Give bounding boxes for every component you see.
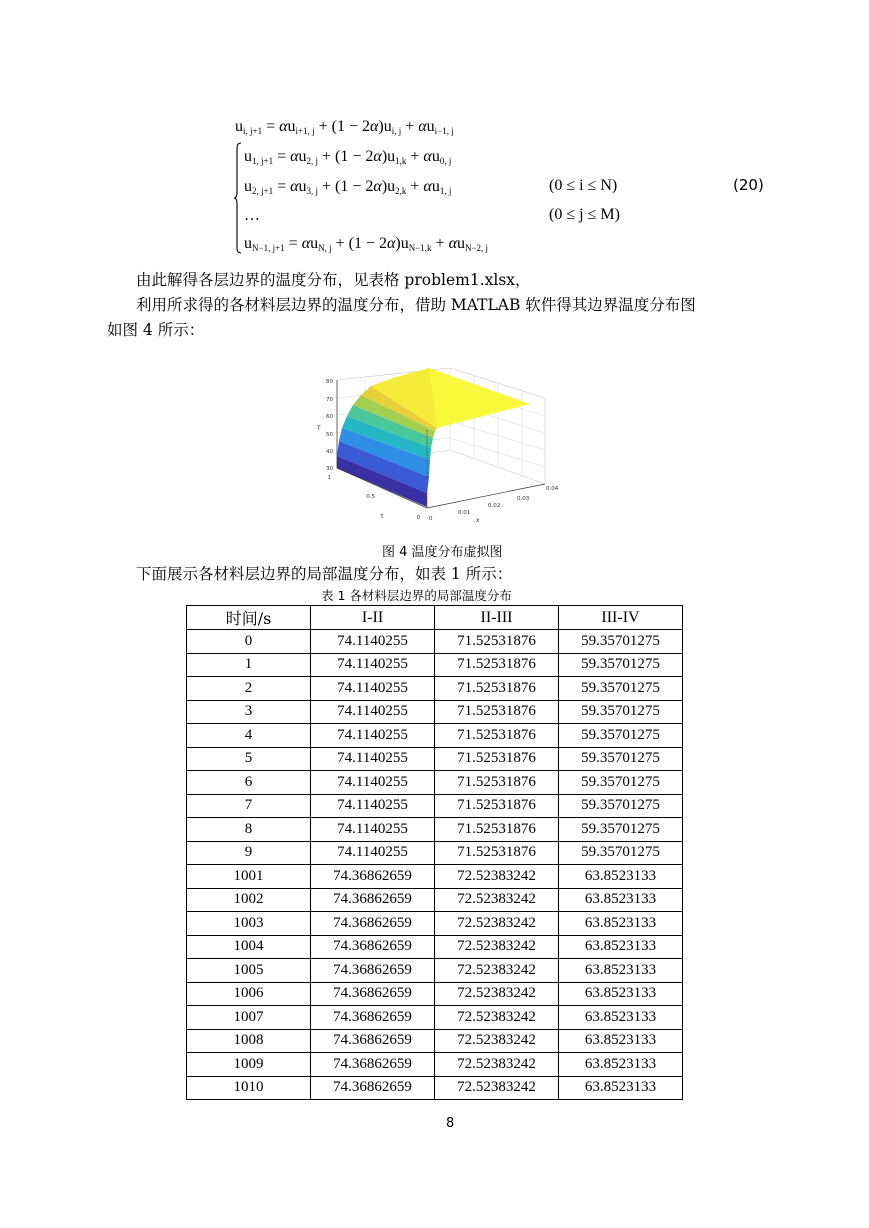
z-tick-label: 40	[326, 449, 333, 455]
table-cell: 59.35701275	[559, 818, 683, 842]
table-row	[187, 747, 683, 771]
temperature-table	[186, 605, 683, 1100]
table-cell: 1	[187, 653, 311, 677]
table-cell: 63.8523133	[559, 1006, 683, 1030]
paragraph-2-line-1: 利用所求得的各材料层边界的温度分布，借助 MATLAB 软件得其边界温度分布图	[136, 296, 696, 314]
table-cell: 71.52531876	[435, 841, 559, 865]
table-cell: 63.8523133	[559, 1076, 683, 1100]
z-tick-label: 50	[326, 432, 333, 438]
figure-4	[305, 368, 565, 528]
table-row	[187, 677, 683, 701]
table-cell: 74.1140255	[311, 630, 435, 654]
table-row	[187, 865, 683, 889]
equation-line-2: $u_{2, j+1} = \alpha u_{3, j} + (1 - 2\alpha)u_{2,k} + \alpha u_{1, j}$	[244, 178, 452, 196]
table-cell: 72.52383242	[435, 1006, 559, 1030]
table-cell: 74.36862659	[311, 865, 435, 889]
table-row	[187, 935, 683, 959]
table-cell: 59.35701275	[559, 771, 683, 795]
table-cell: 72.52383242	[435, 935, 559, 959]
table-row	[187, 630, 683, 654]
table-cell: 72.52383242	[435, 1076, 559, 1100]
table-cell: 63.8523133	[559, 982, 683, 1006]
table-cell: 74.36862659	[311, 1076, 435, 1100]
table-cell: 71.52531876	[435, 771, 559, 795]
table-cell: 71.52531876	[435, 747, 559, 771]
t-tick-label: 0.5	[366, 494, 375, 500]
header-iii-iv: III-IV	[559, 606, 683, 630]
z-tick-label: 80	[326, 379, 333, 385]
table-cell: 72.52383242	[435, 912, 559, 936]
table-cell: 74.1140255	[311, 700, 435, 724]
table-cell: 74.1140255	[311, 771, 435, 795]
table-row	[187, 1006, 683, 1030]
table-cell: 5	[187, 747, 311, 771]
table-cell: 74.1140255	[311, 841, 435, 865]
table-caption: 表 1 各材料层边界的局部温度分布	[321, 588, 512, 603]
table-row	[187, 888, 683, 912]
table-body	[187, 630, 683, 1100]
table-cell: 4	[187, 724, 311, 748]
table-cell: 59.35701275	[559, 700, 683, 724]
table-cell: 1005	[187, 959, 311, 983]
table-cell: 59.35701275	[559, 630, 683, 654]
table-cell: 72.52383242	[435, 982, 559, 1006]
table-cell: 71.52531876	[435, 630, 559, 654]
table-cell: 1008	[187, 1029, 311, 1053]
table-cell: 71.52531876	[435, 700, 559, 724]
table-cell: 74.1140255	[311, 794, 435, 818]
table-cell: 2	[187, 677, 311, 701]
table-row	[187, 818, 683, 842]
x-axis-label: x	[476, 517, 480, 524]
table-cell: 72.52383242	[435, 1053, 559, 1077]
equation-condition-i: (0 ≤ i ≤ N)	[549, 177, 618, 194]
table-row	[187, 794, 683, 818]
table-cell: 71.52531876	[435, 677, 559, 701]
table-cell: 59.35701275	[559, 677, 683, 701]
table-cell: 1009	[187, 1053, 311, 1077]
table-cell: 59.35701275	[559, 794, 683, 818]
equation-line-last: $u_{N-1, j+1} = \alpha u_{N, j} + (1 - 2\alpha)u_{N-1,k} + \alpha u_{N-2, j}$	[244, 235, 489, 253]
table-cell: 59.35701275	[559, 841, 683, 865]
equation-line-ellipsis: …	[244, 207, 260, 224]
x-tick-label: 0.03	[517, 496, 530, 502]
table-cell: 1004	[187, 935, 311, 959]
z-tick-label: 60	[326, 414, 333, 420]
table-cell: 72.52383242	[435, 888, 559, 912]
header-i-ii: I-II	[311, 606, 435, 630]
table-cell: 74.36862659	[311, 912, 435, 936]
table-cell: 74.36862659	[311, 1053, 435, 1077]
equation-line-1: $u_{1, j+1} = \alpha u_{2, j} + (1 - 2\alpha)u_{1,k} + \alpha u_{0, j}$	[244, 148, 452, 166]
table-header-row	[187, 606, 683, 630]
t-tick-label: 1	[327, 475, 331, 481]
table-cell: 74.1140255	[311, 653, 435, 677]
x-tick-label: 0.02	[488, 503, 501, 509]
table-cell: 59.35701275	[559, 747, 683, 771]
table-cell: 72.52383242	[435, 959, 559, 983]
table-cell: 0	[187, 630, 311, 654]
table-cell: 72.52383242	[435, 1029, 559, 1053]
equation-main: $u_{i, j+1} = \alpha u_{i+1, j} + (1 - 2\alpha)u_{i, j} + \alpha u_{i-1, j}$	[235, 118, 454, 136]
x-tick-label: 0.01	[458, 510, 471, 516]
table-cell: 72.52383242	[435, 865, 559, 889]
table-cell: 63.8523133	[559, 888, 683, 912]
table-cell: 63.8523133	[559, 1029, 683, 1053]
header-time: 时间/s	[187, 606, 311, 630]
surface-plot	[305, 368, 565, 528]
table-row	[187, 771, 683, 795]
x-tick-label: 0.04	[546, 486, 559, 492]
table-cell: 74.36862659	[311, 982, 435, 1006]
equation-condition-j: (0 ≤ j ≤ M)	[549, 206, 620, 223]
table-cell: 74.36862659	[311, 1006, 435, 1030]
table-row	[187, 1053, 683, 1077]
table-cell: 71.52531876	[435, 794, 559, 818]
table-cell: 7	[187, 794, 311, 818]
table-cell: 1003	[187, 912, 311, 936]
table-row	[187, 700, 683, 724]
table-cell: 8	[187, 818, 311, 842]
t-axis-label: t	[381, 513, 384, 520]
table-cell: 74.36862659	[311, 935, 435, 959]
table-cell: 1001	[187, 865, 311, 889]
header-ii-iii: II-III	[435, 606, 559, 630]
table-cell: 59.35701275	[559, 653, 683, 677]
table-cell: 59.35701275	[559, 724, 683, 748]
z-tick-label: 70	[326, 397, 333, 403]
table-cell: 63.8523133	[559, 912, 683, 936]
figure-caption: 图 4 温度分布虚拟图	[382, 545, 503, 560]
z-axis-label: T	[317, 425, 321, 432]
table-cell: 9	[187, 841, 311, 865]
z-tick-label: 30	[326, 466, 333, 472]
table-row	[187, 912, 683, 936]
t-tick-label: 0	[416, 515, 420, 521]
table-row	[187, 1076, 683, 1100]
table-row	[187, 724, 683, 748]
table-row	[187, 1029, 683, 1053]
table-cell: 74.1140255	[311, 724, 435, 748]
paragraph-3: 下面展示各材料层边界的局部温度分布，如表 1 所示：	[136, 565, 513, 583]
equation-number: (20)	[733, 176, 764, 194]
table-cell: 3	[187, 700, 311, 724]
table-cell: 63.8523133	[559, 935, 683, 959]
table-row	[187, 653, 683, 677]
paragraph-1: 由此解得各层边界的温度分布，见表格 problem1.xlsx，	[136, 271, 531, 289]
table-cell: 63.8523133	[559, 1053, 683, 1077]
table-cell: 74.1140255	[311, 747, 435, 771]
table-cell: 1007	[187, 1006, 311, 1030]
equation-system-brace	[234, 142, 242, 254]
x-tick-label: 0	[429, 516, 433, 522]
table-cell: 1006	[187, 982, 311, 1006]
table-cell: 71.52531876	[435, 724, 559, 748]
table-cell: 74.36862659	[311, 1029, 435, 1053]
table-cell: 71.52531876	[435, 818, 559, 842]
table-cell: 71.52531876	[435, 653, 559, 677]
table-row	[187, 982, 683, 1006]
table-cell: 63.8523133	[559, 959, 683, 983]
table-cell: 6	[187, 771, 311, 795]
table-row	[187, 841, 683, 865]
page-number: 8	[446, 1116, 455, 1131]
paragraph-2-line-2: 如图 4 所示：	[107, 321, 205, 339]
table-cell: 74.1140255	[311, 677, 435, 701]
table-cell: 1010	[187, 1076, 311, 1100]
table-row	[187, 959, 683, 983]
table-cell: 63.8523133	[559, 865, 683, 889]
table-cell: 74.36862659	[311, 959, 435, 983]
table-cell: 74.1140255	[311, 818, 435, 842]
table-cell: 1002	[187, 888, 311, 912]
table-cell: 74.36862659	[311, 888, 435, 912]
